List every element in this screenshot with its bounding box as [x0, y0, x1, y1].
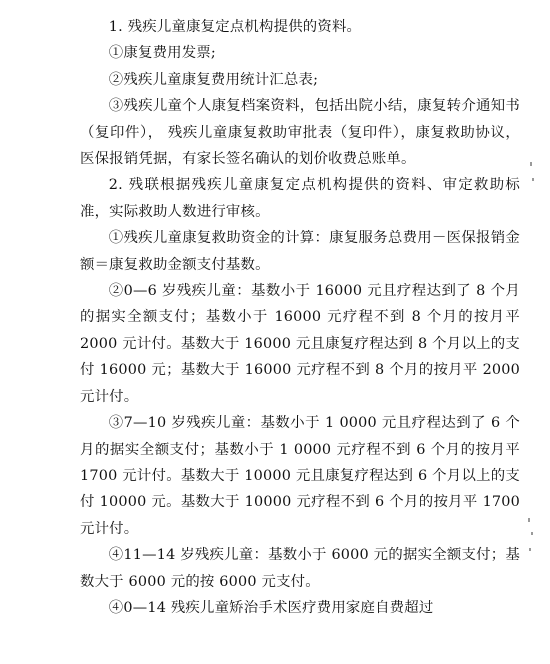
section-2-heading: 2. 残联根据残疾儿童康复定点机构提供的资料、审定救助标准，实际救助人数进行审核。 — [80, 177, 520, 220]
item-fund-calculation: ①残疾儿童康复救助资金的计算：康复服务总费用－医保报销金额＝康复救助金额支付基数。 — [80, 230, 520, 273]
section-1-heading: 1. 残疾儿童康复定点机构提供的资料。 — [108, 19, 362, 35]
item-age-7-10: ③7—10 岁残疾儿童：基数小于 1 0000 元且疗程达到了 6 个月的据实全额支付；基数小于 1 0000 元疗程不到 6 个月的按月平 1700 元计付。基数大于 10000 元且康复疗程达到 6 个月以上的支付 10000 元。基数大于 10000 元疗程不到 6 个月的按月平 1700 元计付。 — [80, 415, 520, 537]
item-age-0-6: ②0—6 岁残疾儿童：基数小于 16000 元且疗程达到了 8 个月的据实全额支付；基数小于 16000 元疗程不到 8 个月的按月平 2000 元计付。基数大于 16000 元且康复疗程达到 8 个月以上的支付 16000 元；基数大于 16000 元疗程不到 8 个月的按月平 2000 元计付。 — [80, 283, 520, 405]
item-summary-table: ②残疾儿童康复费用统计汇总表; — [108, 71, 319, 88]
item-surgery-0-14: ④0—14 残疾儿童矫治手术医疗费用家庭自费超过 — [108, 599, 434, 616]
scan-edge-mark — [528, 518, 530, 522]
scan-edge-mark — [529, 548, 531, 551]
item-rehab-archive: ③残疾儿童个人康复档案资料，包括出院小结，康复转介通知书（复印件）， 残疾儿童康复救助审批表（复印件），康复救助协议，医保报销凭据，有家长签名确认的划价收费总账单。 — [80, 98, 520, 168]
item-invoice: ①康复费用发票; — [108, 45, 216, 62]
scan-edge-mark — [532, 178, 534, 181]
item-age-11-14: ④11—14 岁残疾儿童：基数小于 6000 元的据实全额支付；基数大于 6000 元的按 6000 元支付。 — [80, 547, 520, 590]
scan-edge-mark — [530, 162, 532, 166]
document-body — [80, 14, 520, 621]
scan-edge-mark — [531, 532, 533, 535]
